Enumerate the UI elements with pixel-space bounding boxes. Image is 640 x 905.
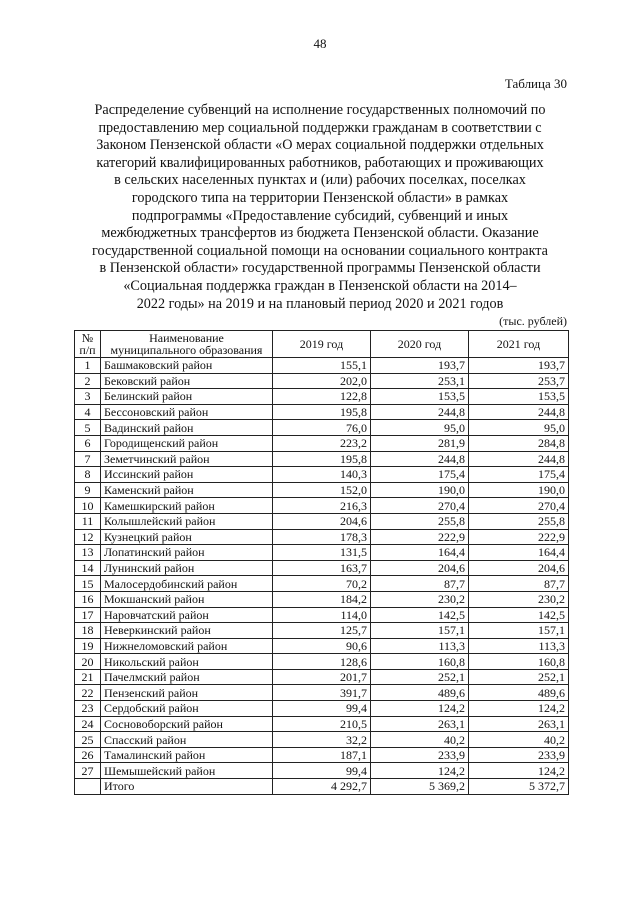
table-row bbox=[75, 654, 569, 670]
cell-number: 4 bbox=[75, 404, 101, 420]
cell-number: 21 bbox=[75, 669, 101, 685]
table-row bbox=[75, 716, 569, 732]
cell-number: 5 bbox=[75, 420, 101, 436]
cell-2019: 32,2 bbox=[273, 732, 371, 748]
cell-number: 19 bbox=[75, 638, 101, 654]
title-line: в сельских населенных пунктах и (или) рабочих поселках, поселках bbox=[114, 172, 526, 189]
cell-number: 24 bbox=[75, 716, 101, 732]
cell-2019: 223,2 bbox=[273, 435, 371, 451]
cell-2021: 270,4 bbox=[469, 498, 569, 514]
cell-2020: 263,1 bbox=[371, 716, 469, 732]
table-row bbox=[75, 451, 569, 467]
header-number-line2: п/п bbox=[79, 343, 96, 357]
cell-2021: 253,7 bbox=[469, 373, 569, 389]
title-line: категорий квалифицированных работников, работающих и проживающих bbox=[96, 154, 544, 171]
cell-2021: 175,4 bbox=[469, 467, 569, 483]
cell-2020: 193,7 bbox=[371, 358, 469, 374]
cell-name: Башмаковский район bbox=[101, 358, 273, 374]
table-body bbox=[75, 358, 569, 795]
title-line: Законом Пензенской области «О мерах социальной поддержки отдельных bbox=[96, 137, 544, 154]
cell-2019: 155,1 bbox=[273, 358, 371, 374]
cell-2019: 128,6 bbox=[273, 654, 371, 670]
cell-number: 11 bbox=[75, 513, 101, 529]
cell-name: Спасский район bbox=[101, 732, 273, 748]
cell-2020: 5 369,2 bbox=[371, 779, 469, 795]
cell-2019: 152,0 bbox=[273, 482, 371, 498]
title-line: в Пензенской области» государственной программы Пензенской области bbox=[99, 260, 541, 277]
cell-name: Городищенский район bbox=[101, 435, 273, 451]
cell-name: Сосновоборский район bbox=[101, 716, 273, 732]
cell-2021: 5 372,7 bbox=[469, 779, 569, 795]
cell-2019: 99,4 bbox=[273, 701, 371, 717]
table-row bbox=[75, 607, 569, 623]
cell-2021: 87,7 bbox=[469, 576, 569, 592]
cell-2020: 255,8 bbox=[371, 513, 469, 529]
cell-2021: 244,8 bbox=[469, 451, 569, 467]
table-row bbox=[75, 482, 569, 498]
cell-name: Колышлейский район bbox=[101, 513, 273, 529]
cell-2021: 164,4 bbox=[469, 545, 569, 561]
document-title bbox=[70, 102, 570, 313]
cell-2020: 40,2 bbox=[371, 732, 469, 748]
cell-2019: 90,6 bbox=[273, 638, 371, 654]
cell-2021: 252,1 bbox=[469, 669, 569, 685]
table-row bbox=[75, 747, 569, 763]
cell-2019: 178,3 bbox=[273, 529, 371, 545]
cell-name: Малосердобинский район bbox=[101, 576, 273, 592]
table-row bbox=[75, 685, 569, 701]
cell-name: Лопатинский район bbox=[101, 545, 273, 561]
table-row bbox=[75, 358, 569, 374]
cell-2019: 99,4 bbox=[273, 763, 371, 779]
cell-2019: 70,2 bbox=[273, 576, 371, 592]
cell-name: Неверкинский район bbox=[101, 623, 273, 639]
cell-2019: 184,2 bbox=[273, 591, 371, 607]
table-row bbox=[75, 373, 569, 389]
cell-name: Мокшанский район bbox=[101, 591, 273, 607]
cell-2020: 281,9 bbox=[371, 435, 469, 451]
page-number: 48 bbox=[313, 36, 327, 51]
cell-name: Пензенский район bbox=[101, 685, 273, 701]
table-header-row bbox=[75, 331, 569, 358]
cell-number: 9 bbox=[75, 482, 101, 498]
title-line: подпрограммы «Предоставление субсидий, субвенций и иных bbox=[131, 207, 509, 224]
cell-name: Шемышейский район bbox=[101, 763, 273, 779]
cell-2020: 153,5 bbox=[371, 389, 469, 405]
cell-number: 3 bbox=[75, 389, 101, 405]
cell-number: 17 bbox=[75, 607, 101, 623]
cell-2021: 263,1 bbox=[469, 716, 569, 732]
cell-2021: 113,3 bbox=[469, 638, 569, 654]
table-row bbox=[75, 701, 569, 717]
table-row bbox=[75, 513, 569, 529]
cell-2021: 244,8 bbox=[469, 404, 569, 420]
cell-2020: 204,6 bbox=[371, 560, 469, 576]
cell-2020: 124,2 bbox=[371, 763, 469, 779]
cell-2019: 202,0 bbox=[273, 373, 371, 389]
cell-2020: 222,9 bbox=[371, 529, 469, 545]
cell-number: 25 bbox=[75, 732, 101, 748]
cell-number: 7 bbox=[75, 451, 101, 467]
cell-number: 20 bbox=[75, 654, 101, 670]
cell-2021: 153,5 bbox=[469, 389, 569, 405]
cell-2021: 160,8 bbox=[469, 654, 569, 670]
table-row bbox=[75, 763, 569, 779]
cell-name: Камешкирский район bbox=[101, 498, 273, 514]
table-row bbox=[75, 623, 569, 639]
cell-number: 8 bbox=[75, 467, 101, 483]
table-row bbox=[75, 732, 569, 748]
cell-2020: 190,0 bbox=[371, 482, 469, 498]
table-row bbox=[75, 576, 569, 592]
cell-2020: 87,7 bbox=[371, 576, 469, 592]
cell-number: 1 bbox=[75, 358, 101, 374]
cell-name: Лунинский район bbox=[101, 560, 273, 576]
cell-2020: 233,9 bbox=[371, 747, 469, 763]
header-name-line1: Наименование bbox=[149, 331, 224, 345]
header-name bbox=[101, 331, 273, 358]
title-line: городского типа на территории Пензенской области» в рамках bbox=[131, 189, 509, 206]
cell-2019: 195,8 bbox=[273, 404, 371, 420]
table-row bbox=[75, 545, 569, 561]
cell-2020: 244,8 bbox=[371, 404, 469, 420]
cell-name: Никольский район bbox=[101, 654, 273, 670]
cell-2021: 284,8 bbox=[469, 435, 569, 451]
title-line: предоставлению мер социальной поддержки гражданам в соответствии с bbox=[98, 119, 542, 136]
cell-number: 27 bbox=[75, 763, 101, 779]
subvention-table bbox=[74, 330, 569, 795]
cell-name: Пачелмский район bbox=[101, 669, 273, 685]
cell-2019: 122,8 bbox=[273, 389, 371, 405]
table-row bbox=[75, 669, 569, 685]
table-row bbox=[75, 591, 569, 607]
cell-2021: 255,8 bbox=[469, 513, 569, 529]
cell-2020: 175,4 bbox=[371, 467, 469, 483]
table-row bbox=[75, 389, 569, 405]
cell-2019: 131,5 bbox=[273, 545, 371, 561]
cell-2019: 391,7 bbox=[273, 685, 371, 701]
cell-name: Каменский район bbox=[101, 482, 273, 498]
cell-2019: 204,6 bbox=[273, 513, 371, 529]
cell-name: Белинский район bbox=[101, 389, 273, 405]
cell-2021: 190,0 bbox=[469, 482, 569, 498]
cell-number: 13 bbox=[75, 545, 101, 561]
cell-2019: 195,8 bbox=[273, 451, 371, 467]
cell-2019: 76,0 bbox=[273, 420, 371, 436]
cell-2019: 125,7 bbox=[273, 623, 371, 639]
cell-2020: 270,4 bbox=[371, 498, 469, 514]
cell-2021: 489,6 bbox=[469, 685, 569, 701]
cell-2021: 193,7 bbox=[469, 358, 569, 374]
cell-number: 18 bbox=[75, 623, 101, 639]
cell-number: 26 bbox=[75, 747, 101, 763]
header-number-line1: № bbox=[81, 331, 94, 345]
table-row bbox=[75, 420, 569, 436]
cell-2021: 157,1 bbox=[469, 623, 569, 639]
title-line: государственной социальной помощи на основании социального контракта bbox=[92, 242, 548, 259]
header-2021: 2021 год bbox=[469, 331, 569, 358]
cell-2020: 253,1 bbox=[371, 373, 469, 389]
cell-2020: 142,5 bbox=[371, 607, 469, 623]
cell-number: 6 bbox=[75, 435, 101, 451]
table-row bbox=[75, 529, 569, 545]
cell-name: Нижнеломовский район bbox=[101, 638, 273, 654]
cell-2019: 201,7 bbox=[273, 669, 371, 685]
cell-name: Тамалинский район bbox=[101, 747, 273, 763]
cell-2019: 187,1 bbox=[273, 747, 371, 763]
cell-2019: 210,5 bbox=[273, 716, 371, 732]
cell-name: Иссинский район bbox=[101, 467, 273, 483]
cell-2019: 216,3 bbox=[273, 498, 371, 514]
cell-2020: 124,2 bbox=[371, 701, 469, 717]
cell-2020: 230,2 bbox=[371, 591, 469, 607]
cell-2021: 40,2 bbox=[469, 732, 569, 748]
cell-number: 16 bbox=[75, 591, 101, 607]
cell-2021: 95,0 bbox=[469, 420, 569, 436]
table-row bbox=[75, 498, 569, 514]
cell-2020: 160,8 bbox=[371, 654, 469, 670]
title-line: «Социальная поддержка граждан в Пензенской области на 2014– bbox=[123, 277, 517, 294]
cell-2020: 252,1 bbox=[371, 669, 469, 685]
table-row bbox=[75, 404, 569, 420]
cell-name: Вадинский район bbox=[101, 420, 273, 436]
header-2020: 2020 год bbox=[371, 331, 469, 358]
cell-2020: 95,0 bbox=[371, 420, 469, 436]
cell-2019: 140,3 bbox=[273, 467, 371, 483]
header-number bbox=[75, 331, 101, 358]
cell-number: 2 bbox=[75, 373, 101, 389]
cell-name: Кузнецкий район bbox=[101, 529, 273, 545]
cell-2021: 124,2 bbox=[469, 763, 569, 779]
cell-name: Сердобский район bbox=[101, 701, 273, 717]
cell-2021: 142,5 bbox=[469, 607, 569, 623]
cell-number: 12 bbox=[75, 529, 101, 545]
cell-name: Бессоновский район bbox=[101, 404, 273, 420]
cell-2019: 163,7 bbox=[273, 560, 371, 576]
cell-number: 23 bbox=[75, 701, 101, 717]
cell-2020: 157,1 bbox=[371, 623, 469, 639]
cell-name: Земетчинский район bbox=[101, 451, 273, 467]
cell-number: 15 bbox=[75, 576, 101, 592]
cell-2021: 233,9 bbox=[469, 747, 569, 763]
cell-2020: 244,8 bbox=[371, 451, 469, 467]
cell-number bbox=[75, 779, 101, 795]
cell-number: 14 bbox=[75, 560, 101, 576]
cell-2020: 164,4 bbox=[371, 545, 469, 561]
title-line: межбюджетных трансфертов из бюджета Пензенской области. Оказание bbox=[101, 225, 539, 242]
title-line: 2022 годы» на 2019 и на плановый период 2020 и 2021 годов bbox=[136, 295, 504, 312]
cell-2021: 230,2 bbox=[469, 591, 569, 607]
cell-2021: 222,9 bbox=[469, 529, 569, 545]
cell-2019: 114,0 bbox=[273, 607, 371, 623]
title-line: Распределение субвенций на исполнение государственных полномочий по bbox=[94, 102, 546, 118]
cell-name: Наровчатский район bbox=[101, 607, 273, 623]
table-row bbox=[75, 467, 569, 483]
table-row bbox=[75, 638, 569, 654]
table-row bbox=[75, 435, 569, 451]
header-name-line2: муниципального образования bbox=[110, 343, 263, 357]
table-row bbox=[75, 560, 569, 576]
cell-2020: 489,6 bbox=[371, 685, 469, 701]
cell-2021: 204,6 bbox=[469, 560, 569, 576]
cell-2020: 113,3 bbox=[371, 638, 469, 654]
unit-label: (тыс. рублей) bbox=[499, 314, 567, 328]
cell-number: 10 bbox=[75, 498, 101, 514]
cell-name: Бековский район bbox=[101, 373, 273, 389]
total-row bbox=[75, 779, 569, 795]
cell-2021: 124,2 bbox=[469, 701, 569, 717]
cell-2019: 4 292,7 bbox=[273, 779, 371, 795]
cell-name: Итого bbox=[101, 779, 273, 795]
cell-number: 22 bbox=[75, 685, 101, 701]
table-label: Таблица 30 bbox=[504, 76, 567, 91]
header-2019: 2019 год bbox=[273, 331, 371, 358]
